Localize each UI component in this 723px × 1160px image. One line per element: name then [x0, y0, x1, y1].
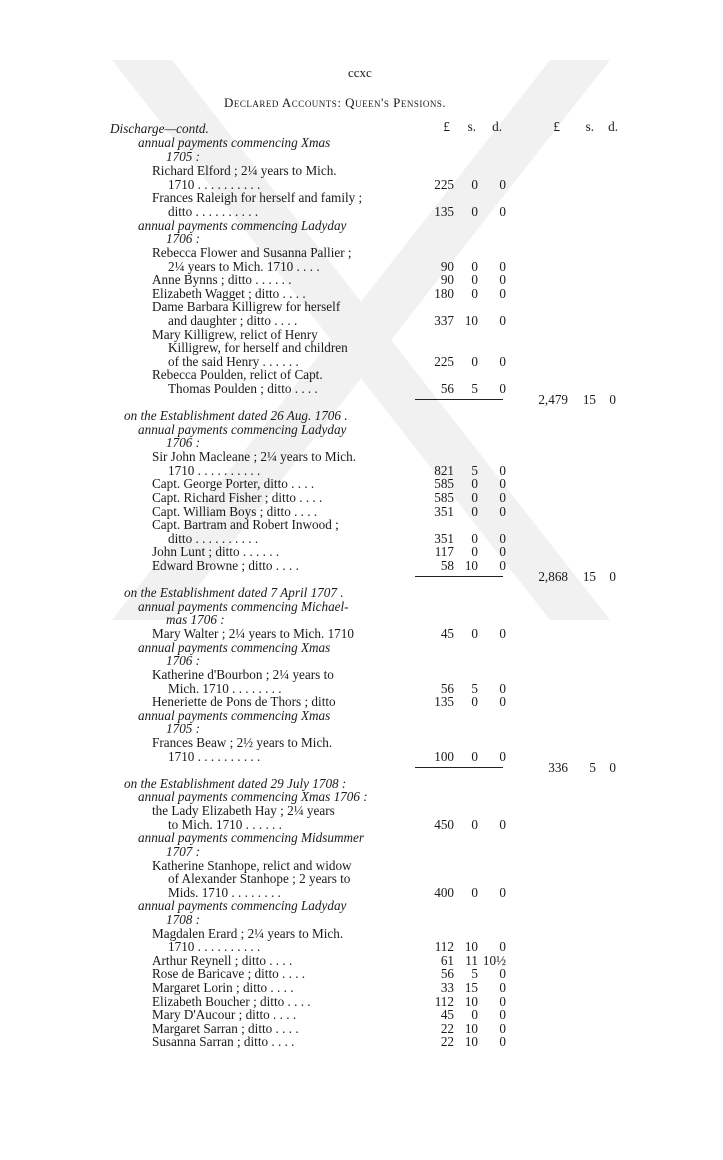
entry-line: John Lunt ; ditto . . . . . .: [152, 544, 280, 559]
amount-shillings: 0: [471, 476, 478, 491]
entry-line: Mich. 1710 . . . . . . . .: [168, 681, 282, 696]
sum-rule: [415, 576, 503, 577]
amount-pence: 0: [499, 313, 506, 328]
amount-pounds: 351: [434, 504, 454, 519]
entry-line: Katherine Stanhope, relict and widow: [152, 858, 352, 873]
section-heading-line: 1707 :: [166, 844, 201, 859]
entry-line: of Alexander Stanhope ; 2 years to: [168, 871, 351, 886]
entry-line: Mary Killigrew, relict of Henry: [152, 327, 318, 342]
amount-pence: 0: [499, 749, 506, 764]
entry-line: Sir John Macleane ; 2¼ years to Mich.: [152, 449, 356, 464]
amount-pounds: 821: [434, 463, 454, 478]
section-heading-line: Discharge—contd.: [110, 121, 209, 136]
entry-line: Capt. Bartram and Robert Inwood ;: [152, 517, 339, 532]
amount-pounds: 337: [434, 313, 454, 328]
entry-line: ditto . . . . . . . . . .: [168, 204, 259, 219]
amount-pence: 10½: [482, 953, 506, 968]
entry-line: Arthur Reynell ; ditto . . . .: [152, 953, 293, 968]
section-heading-line: 1708 :: [166, 912, 201, 927]
amount-shillings: 5: [471, 681, 478, 696]
amount-pence: 0: [499, 626, 506, 641]
amount-pence: 0: [499, 354, 506, 369]
total-shillings: 15: [582, 569, 596, 584]
col-a-pence-header: d.: [492, 119, 502, 134]
total-pence: 0: [609, 569, 616, 584]
section-heading-line: 1706 :: [166, 653, 201, 668]
amount-shillings: 0: [471, 177, 478, 192]
amount-pounds: 56: [440, 681, 454, 696]
amount-pence: 0: [499, 531, 506, 546]
amount-pence: 0: [499, 204, 506, 219]
section-heading-line: annual payments commencing Xmas: [138, 708, 331, 723]
entry-line: Susanna Sarran ; ditto . . . .: [152, 1034, 295, 1049]
entry-line: 1710 . . . . . . . . . .: [168, 939, 261, 954]
section-heading-line: on the Establishment dated 7 April 1707 .: [124, 585, 344, 600]
entry-line: Mary D'Aucour ; ditto . . . .: [152, 1007, 297, 1022]
entry-line: Anne Bynns ; ditto . . . . . .: [152, 272, 292, 287]
section-heading-line: annual payments commencing Ladyday: [138, 898, 347, 913]
amount-pounds: 56: [440, 381, 454, 396]
amount-pence: 0: [499, 994, 506, 1009]
amount-shillings: 0: [471, 272, 478, 287]
amount-pence: 0: [499, 817, 506, 832]
amount-shillings: 0: [471, 286, 478, 301]
entry-line: Heneriette de Pons de Thors ; ditto: [152, 694, 336, 709]
entry-line: and daughter ; ditto . . . .: [168, 313, 298, 328]
total-pence: 0: [609, 392, 616, 407]
amount-pounds: 400: [434, 885, 454, 900]
entry-line: 1710 . . . . . . . . . .: [168, 463, 261, 478]
amount-pence: 0: [499, 558, 506, 573]
amount-shillings: 10: [464, 1034, 478, 1049]
amount-pounds: 100: [434, 749, 454, 764]
col-b-shillings-header: s.: [585, 119, 594, 134]
total-pounds: 336: [548, 760, 568, 775]
amount-pounds: 61: [440, 953, 454, 968]
amount-pounds: 117: [434, 544, 454, 559]
entry-line: Killigrew, for herself and children: [168, 340, 348, 355]
amount-shillings: 0: [471, 626, 478, 641]
total-pounds: 2,868: [538, 569, 568, 584]
amount-shillings: 0: [471, 694, 478, 709]
entry-line: Katherine d'Bourbon ; 2¼ years to: [152, 667, 334, 682]
section-heading-line: annual payments commencing Xmas: [138, 640, 331, 655]
amount-shillings: 0: [471, 354, 478, 369]
amount-shillings: 0: [471, 504, 478, 519]
amount-pounds: 33: [440, 980, 454, 995]
amount-pence: 0: [499, 1021, 506, 1036]
amount-pence: 0: [499, 1007, 506, 1022]
entry-line: Capt. William Boys ; ditto . . . .: [152, 504, 318, 519]
amount-pounds: 22: [440, 1021, 454, 1036]
col-b-pounds-header: £: [553, 119, 560, 134]
amount-shillings: 10: [464, 558, 478, 573]
amount-pence: 0: [499, 939, 506, 954]
amount-pence: 0: [499, 490, 506, 505]
amount-shillings: 0: [471, 204, 478, 219]
entry-line: 2¼ years to Mich. 1710 . . . .: [168, 259, 320, 274]
amount-shillings: 0: [471, 1007, 478, 1022]
section-heading-line: annual payments commencing Xmas: [138, 135, 331, 150]
entry-line: Magdalen Erard ; 2¼ years to Mich.: [152, 926, 344, 941]
amount-pounds: 22: [440, 1034, 454, 1049]
amount-shillings: 0: [471, 490, 478, 505]
amount-pence: 0: [499, 681, 506, 696]
section-heading-line: 1706 :: [166, 231, 201, 246]
amount-pounds: 56: [440, 966, 454, 981]
amount-pounds: 90: [440, 259, 454, 274]
amount-pence: 0: [499, 504, 506, 519]
entry-line: ditto . . . . . . . . . .: [168, 531, 259, 546]
amount-pence: 0: [499, 885, 506, 900]
total-pence: 0: [609, 760, 616, 775]
amount-pounds: 90: [440, 272, 454, 287]
amount-pence: 0: [499, 381, 506, 396]
entry-line: Capt. George Porter, ditto . . . .: [152, 476, 315, 491]
amount-shillings: 0: [471, 531, 478, 546]
amount-shillings: 10: [464, 994, 478, 1009]
entry-line: Elizabeth Boucher ; ditto . . . .: [152, 994, 311, 1009]
section-heading-line: on the Establishment dated 29 July 1708 :: [124, 776, 347, 791]
entry-line: Frances Raleigh for herself and family ;: [152, 190, 363, 205]
amount-pence: 0: [499, 694, 506, 709]
entry-line: Margaret Sarran ; ditto . . . .: [152, 1021, 299, 1036]
entry-line: Frances Beaw ; 2½ years to Mich.: [152, 735, 333, 750]
sum-rule: [415, 399, 503, 400]
section-heading-line: annual payments commencing Ladyday: [138, 422, 347, 437]
total-shillings: 5: [589, 760, 596, 775]
sum-rule: [415, 767, 503, 768]
entry-line: Elizabeth Wagget ; ditto . . . .: [152, 286, 306, 301]
amount-pence: 0: [499, 463, 506, 478]
amount-shillings: 10: [464, 939, 478, 954]
amount-pence: 0: [499, 286, 506, 301]
amount-shillings: 5: [471, 966, 478, 981]
amount-pounds: 135: [434, 694, 454, 709]
amount-shillings: 10: [464, 1021, 478, 1036]
amount-pence: 0: [499, 980, 506, 995]
amount-shillings: 0: [471, 817, 478, 832]
entry-line: Richard Elford ; 2¼ years to Mich.: [152, 163, 337, 178]
entry-line: Rebecca Flower and Susanna Pallier ;: [152, 245, 352, 260]
amount-shillings: 10: [464, 313, 478, 328]
section-heading-line: 1705 :: [166, 721, 201, 736]
entry-line: Mary Walter ; 2¼ years to Mich. 1710: [152, 626, 354, 641]
amount-pounds: 585: [434, 476, 454, 491]
entry-line: Capt. Richard Fisher ; ditto . . . .: [152, 490, 323, 505]
section-heading-line: 1705 :: [166, 149, 201, 164]
amount-pounds: 351: [434, 531, 454, 546]
amount-pence: 0: [499, 177, 506, 192]
section-heading-line: annual payments commencing Michael-: [138, 599, 349, 614]
amount-pence: 0: [499, 259, 506, 274]
amount-pence: 0: [499, 476, 506, 491]
entry-line: 1710 . . . . . . . . . .: [168, 177, 261, 192]
amount-pounds: 225: [434, 177, 454, 192]
entry-line: Edward Browne ; ditto . . . .: [152, 558, 299, 573]
amount-shillings: 5: [471, 463, 478, 478]
amount-pounds: 180: [434, 286, 454, 301]
amount-pounds: 58: [440, 558, 454, 573]
entry-line: 1710 . . . . . . . . . .: [168, 749, 261, 764]
running-title: Declared Accounts: Queen's Pensions.: [224, 95, 447, 110]
entry-line: Mids. 1710 . . . . . . . .: [168, 885, 281, 900]
amount-pounds: 45: [440, 1007, 454, 1022]
amount-pounds: 135: [434, 204, 454, 219]
section-heading-line: mas 1706 :: [166, 612, 225, 627]
amount-pounds: 225: [434, 354, 454, 369]
amount-shillings: 0: [471, 544, 478, 559]
col-a-pounds-header: £: [443, 119, 450, 134]
amount-pence: 0: [499, 544, 506, 559]
entry-line: Margaret Lorin ; ditto . . . .: [152, 980, 294, 995]
entry-line: Dame Barbara Killigrew for herself: [152, 299, 341, 314]
amount-pounds: 45: [440, 626, 454, 641]
section-heading-line: annual payments commencing Xmas 1706 :: [138, 789, 368, 804]
amount-pounds: 112: [434, 939, 454, 954]
amount-pence: 0: [499, 272, 506, 287]
section-heading-line: annual payments commencing Ladyday: [138, 218, 347, 233]
amount-pence: 0: [499, 966, 506, 981]
entry-line: Rebecca Poulden, relict of Capt.: [152, 367, 323, 382]
total-pounds: 2,479: [538, 392, 568, 407]
amount-shillings: 11: [465, 953, 478, 968]
entry-line: Rose de Baricave ; ditto . . . .: [152, 966, 306, 981]
amount-shillings: 15: [464, 980, 478, 995]
entry-line: of the said Henry . . . . . .: [168, 354, 299, 369]
section-heading-line: 1706 :: [166, 435, 201, 450]
amount-pounds: 450: [434, 817, 454, 832]
amount-shillings: 5: [471, 381, 478, 396]
amount-shillings: 0: [471, 749, 478, 764]
entry-line: Thomas Poulden ; ditto . . . .: [168, 381, 318, 396]
page-folio: ccxc: [348, 65, 372, 80]
entry-line: the Lady Elizabeth Hay ; 2¼ years: [152, 803, 335, 818]
amount-shillings: 0: [471, 885, 478, 900]
amount-shillings: 0: [471, 259, 478, 274]
amount-pounds: 112: [434, 994, 454, 1009]
section-heading-line: annual payments commencing Midsummer: [138, 830, 364, 845]
col-a-shillings-header: s.: [467, 119, 476, 134]
total-shillings: 15: [582, 392, 596, 407]
amount-pounds: 585: [434, 490, 454, 505]
entry-line: to Mich. 1710 . . . . . .: [168, 817, 282, 832]
col-b-pence-header: d.: [608, 119, 618, 134]
section-heading-line: on the Establishment dated 26 Aug. 1706 .: [124, 408, 348, 423]
amount-pence: 0: [499, 1034, 506, 1049]
